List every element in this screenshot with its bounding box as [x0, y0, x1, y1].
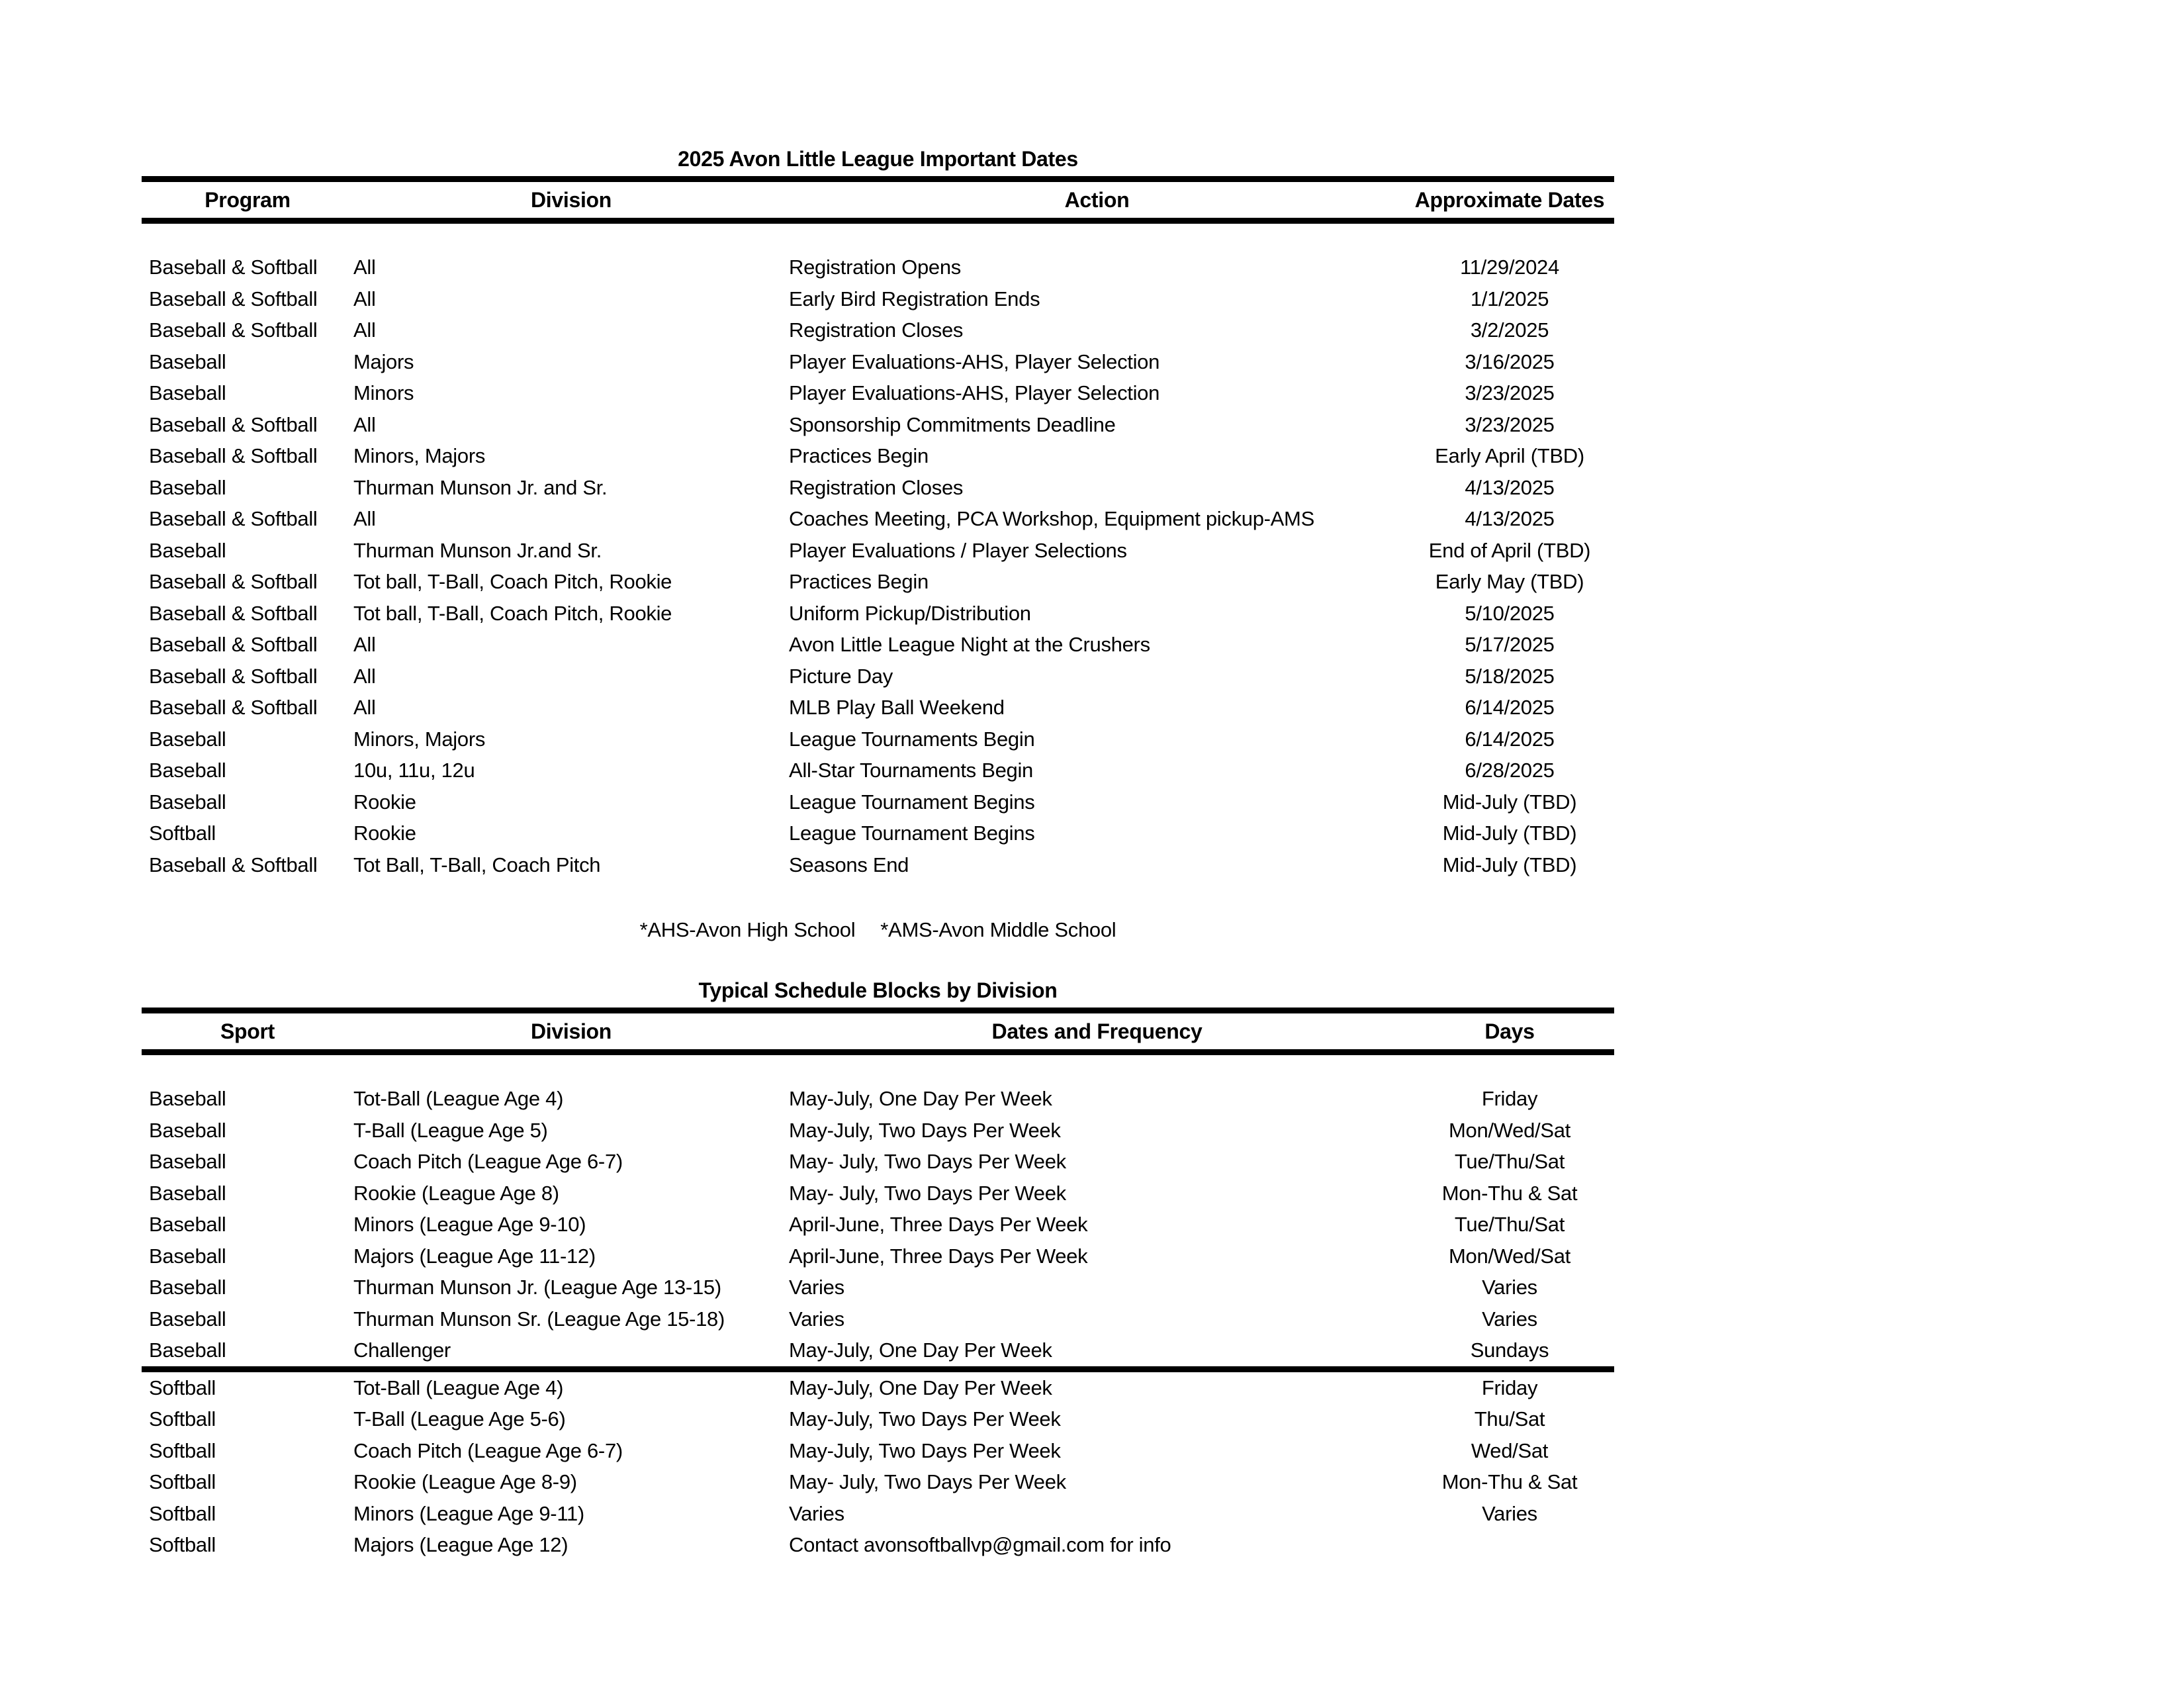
table-cell: Challenger: [353, 1338, 451, 1362]
important-dates-header-row: [142, 179, 1614, 221]
table-row: [142, 1466, 1614, 1498]
table-cell: Player Evaluations / Player Selections: [789, 538, 1127, 562]
table-cell: Baseball & Softball: [149, 570, 318, 593]
column-header-approximate-dates: Approximate Dates: [1405, 179, 1614, 221]
table-cell: May-July, One Day Per Week: [789, 1338, 1052, 1362]
schedule-blocks-rows: [142, 1053, 1614, 1561]
table-cell: All: [353, 664, 376, 688]
table-cell: 3/16/2025: [1465, 350, 1555, 373]
table-cell: 6/14/2025: [1465, 696, 1555, 719]
table-cell: Picture Day: [789, 664, 893, 688]
table-cell: Tue/Thu/Sat: [1454, 1213, 1565, 1236]
table-cell: Friday: [1405, 1369, 1614, 1403]
table-row: [142, 1498, 1614, 1530]
table-cell: Baseball & Softball: [149, 412, 318, 436]
table-cell: Friday: [1481, 1087, 1538, 1110]
table-cell: 5/18/2025: [1465, 664, 1555, 688]
footnote-ams: *AMS-Avon Middle School: [880, 918, 1116, 941]
table-cell: 5/17/2025: [1465, 633, 1555, 656]
table-cell: Baseball: [149, 1244, 226, 1268]
table-cell: Mid-July (TBD): [1442, 821, 1577, 845]
table-cell: Registration Opens: [789, 256, 961, 279]
table-cell: Baseball & Softball: [149, 507, 318, 530]
table-cell: Baseball: [149, 475, 226, 499]
table-cell: May-July, One Day Per Week: [789, 1087, 1052, 1110]
table-cell: Baseball: [149, 350, 226, 373]
table-cell: May-July, Two Days Per Week: [789, 1118, 1061, 1142]
important-dates-title: 2025 Avon Little League Important Dates: [678, 147, 1078, 171]
table-cell: Baseball: [149, 727, 226, 751]
column-header-division: Division: [353, 179, 789, 221]
table-row: [142, 724, 1614, 755]
table-row: [142, 818, 1614, 849]
table-row: [142, 440, 1614, 472]
table-cell: Mon/Wed/Sat: [1449, 1118, 1570, 1142]
table-cell: Baseball & Softball: [149, 696, 318, 719]
table-cell: Softball: [149, 1501, 216, 1525]
table-cell: Player Evaluations-AHS, Player Selection: [789, 381, 1160, 404]
table-cell: Practices Begin: [789, 444, 929, 467]
table-cell: Softball: [142, 1369, 353, 1403]
table-cell: 4/13/2025: [1465, 475, 1555, 499]
table-row: [142, 314, 1614, 346]
footnote-ahs: *AHS-Avon High School: [639, 918, 856, 941]
table-cell: All: [353, 412, 376, 436]
table-cell: Baseball & Softball: [149, 633, 318, 656]
table-cell: Baseball & Softball: [149, 601, 318, 625]
table-cell: League Tournaments Begin: [789, 727, 1035, 751]
table-cell: Baseball & Softball: [149, 853, 318, 876]
table-cell: Baseball: [149, 1118, 226, 1142]
table-cell: League Tournament Begins: [789, 790, 1035, 814]
table-cell: [1405, 1529, 1614, 1561]
table-cell: Registration Closes: [789, 475, 964, 499]
table-row: [142, 1369, 1614, 1403]
table-cell: Majors (League Age 11-12): [353, 1244, 596, 1268]
table-cell: May- July, Two Days Per Week: [789, 1470, 1066, 1493]
column-header-sport: Sport: [142, 1011, 353, 1053]
table-row: [142, 1209, 1614, 1241]
table-cell: Mid-July (TBD): [1442, 790, 1577, 814]
table-cell: Baseball & Softball: [149, 256, 318, 279]
table-cell: Varies: [1482, 1276, 1537, 1299]
table-cell: Mon/Wed/Sat: [1449, 1244, 1570, 1268]
table-cell: May-July, One Day Per Week: [789, 1369, 1405, 1403]
schedule-blocks-header-row: [142, 1011, 1614, 1053]
schedule-blocks-title: Typical Schedule Blocks by Division: [698, 978, 1058, 1002]
table-cell: All: [353, 256, 376, 279]
table-cell: Contact avonsoftballvp@gmail.com for info: [789, 1533, 1171, 1556]
table-cell: Rookie (League Age 8-9): [353, 1470, 577, 1493]
table-row: [142, 661, 1614, 692]
table-row: [142, 1241, 1614, 1272]
important-dates-table: [142, 176, 1614, 880]
table-cell: T-Ball (League Age 5): [353, 1118, 548, 1142]
table-cell: Rookie (League Age 8): [353, 1181, 559, 1205]
column-header-division: Division: [353, 1011, 789, 1053]
table-cell: Baseball: [149, 790, 226, 814]
table-cell: Baseball: [149, 1276, 226, 1299]
footnote: [142, 918, 1614, 942]
table-cell: Coach Pitch (League Age 6-7): [353, 1438, 623, 1462]
table-row: [142, 566, 1614, 598]
table-cell: 3/2/2025: [1470, 318, 1549, 342]
table-cell: May-July, Two Days Per Week: [789, 1407, 1061, 1430]
table-cell: League Tournament Begins: [789, 821, 1035, 845]
table-cell: Rookie: [353, 790, 416, 814]
table-cell: Varies: [1482, 1501, 1537, 1525]
table-cell: Wed/Sat: [1471, 1438, 1549, 1462]
table-cell: Minors (League Age 9-11): [353, 1501, 584, 1525]
table-cell: April-June, Three Days Per Week: [789, 1213, 1088, 1236]
table-cell: Baseball & Softball: [149, 318, 318, 342]
table-cell: Softball: [149, 1470, 216, 1493]
table-cell: Tot ball, T-Ball, Coach Pitch, Rookie: [353, 601, 672, 625]
table-cell: Baseball: [149, 759, 226, 782]
table-cell: Thurman Munson Sr. (League Age 15-18): [353, 1307, 725, 1331]
table-row: [142, 692, 1614, 724]
table-cell: Tot Ball, T-Ball, Coach Pitch: [353, 853, 601, 876]
table-cell: Baseball: [149, 1087, 226, 1110]
table-cell: Majors: [353, 350, 414, 373]
table-cell: Baseball: [149, 538, 226, 562]
important-dates-rows: [142, 221, 1614, 881]
table-row: [142, 409, 1614, 441]
table-cell: 1/1/2025: [1470, 287, 1549, 310]
table-cell: Minors (League Age 9-10): [353, 1213, 586, 1236]
table-cell: 3/23/2025: [1465, 381, 1555, 404]
table-cell: Minors: [353, 381, 414, 404]
table-row: [142, 1435, 1614, 1467]
table-cell: Baseball & Softball: [149, 444, 318, 467]
table-cell: End of April (TBD): [1428, 538, 1591, 562]
schedule-blocks-table: [142, 1008, 1614, 1561]
table-cell: 6/14/2025: [1465, 727, 1555, 751]
table-row: [142, 1178, 1614, 1209]
table-row: [142, 283, 1614, 315]
table-cell: 3/23/2025: [1465, 412, 1555, 436]
table-cell: Tue/Thu/Sat: [1454, 1150, 1565, 1173]
table-cell: Sundays: [1470, 1338, 1549, 1362]
table-cell: Mon-Thu & Sat: [1441, 1181, 1578, 1205]
table-cell: All: [353, 318, 376, 342]
table-cell: Uniform Pickup/Distribution: [789, 601, 1031, 625]
table-cell: All: [353, 696, 376, 719]
table-cell: Softball: [149, 1407, 216, 1430]
table-cell: Sponsorship Commitments Deadline: [789, 412, 1116, 436]
table-cell: MLB Play Ball Weekend: [789, 696, 1005, 719]
table-cell: Coaches Meeting, PCA Workshop, Equipment pickup-AMS: [789, 507, 1314, 530]
table-cell: Early May (TBD): [1435, 570, 1584, 593]
table-row: [142, 1053, 1614, 1115]
table-row: [142, 755, 1614, 786]
table-cell: 4/13/2025: [1465, 507, 1555, 530]
table-cell: Varies: [789, 1276, 844, 1299]
table-row: [142, 535, 1614, 567]
table-cell: May- July, Two Days Per Week: [789, 1150, 1066, 1173]
table-cell: All: [353, 287, 376, 310]
table-row: [142, 1335, 1614, 1369]
table-cell: Softball: [149, 1438, 216, 1462]
table-cell: Softball: [149, 1533, 216, 1556]
table-cell: Thu/Sat: [1474, 1407, 1545, 1430]
table-row: [142, 472, 1614, 504]
table-row: [142, 503, 1614, 535]
table-cell: All-Star Tournaments Begin: [789, 759, 1033, 782]
table-cell: 6/28/2025: [1465, 759, 1555, 782]
table-cell: Early April (TBD): [1435, 444, 1584, 467]
table-cell: 10u, 11u, 12u: [353, 759, 475, 782]
table-cell: Coach Pitch (League Age 6-7): [353, 1150, 623, 1173]
table-cell: Mon-Thu & Sat: [1441, 1470, 1578, 1493]
table-cell: Varies: [789, 1307, 844, 1331]
table-cell: All: [353, 633, 376, 656]
table-cell: Tot ball, T-Ball, Coach Pitch, Rookie: [353, 570, 672, 593]
column-header-program: Program: [142, 179, 353, 221]
table-row: [142, 849, 1614, 881]
table-row: [142, 221, 1614, 283]
table-cell: Rookie: [353, 821, 416, 845]
table-cell: Tot-Ball (League Age 4): [353, 1369, 789, 1403]
table-cell: May- July, Two Days Per Week: [789, 1181, 1066, 1205]
table-cell: Mid-July (TBD): [1442, 853, 1577, 876]
table-cell: Thurman Munson Jr. (League Age 13-15): [353, 1276, 721, 1299]
table-cell: 5/10/2025: [1465, 601, 1555, 625]
table-cell: Tot-Ball (League Age 4): [353, 1087, 564, 1110]
table-cell: Baseball & Softball: [149, 664, 318, 688]
column-header-action: Action: [789, 179, 1405, 221]
table-cell: Varies: [789, 1501, 844, 1525]
document-body: [142, 147, 1614, 1561]
table-row: [142, 377, 1614, 409]
table-cell: Varies: [1482, 1307, 1537, 1331]
table-cell: 11/29/2024: [1460, 256, 1559, 279]
table-row: [142, 1303, 1614, 1335]
table-row: [142, 786, 1614, 818]
table-row: [142, 1403, 1614, 1435]
table-cell: May-July, Two Days Per Week: [789, 1438, 1061, 1462]
table-cell: Practices Begin: [789, 570, 929, 593]
table-row: [142, 629, 1614, 661]
table-cell: Thurman Munson Jr. and Sr.: [353, 475, 608, 499]
table-cell: Baseball: [149, 1213, 226, 1236]
table-row: [142, 598, 1614, 630]
table-cell: Seasons End: [789, 853, 909, 876]
table-cell: Baseball: [149, 1181, 226, 1205]
table-cell: All: [353, 507, 376, 530]
table-row: [142, 1115, 1614, 1147]
table-cell: Baseball: [149, 381, 226, 404]
table-cell: Thurman Munson Jr.and Sr.: [353, 538, 602, 562]
table-cell: Early Bird Registration Ends: [789, 287, 1040, 310]
table-row: [142, 1146, 1614, 1178]
table-cell: Minors, Majors: [353, 444, 486, 467]
table-cell: Baseball: [149, 1307, 226, 1331]
table-cell: Softball: [149, 821, 216, 845]
table-row: [142, 1272, 1614, 1303]
table-cell: Baseball: [149, 1338, 226, 1362]
table-cell: Majors (League Age 12): [353, 1533, 569, 1556]
column-header-dates-and-frequency: Dates and Frequency: [789, 1011, 1405, 1053]
column-header-days: Days: [1405, 1011, 1614, 1053]
table-row: [142, 1529, 1614, 1561]
table-cell: Avon Little League Night at the Crushers: [789, 633, 1150, 656]
table-cell: Baseball: [149, 1150, 226, 1173]
table-cell: T-Ball (League Age 5-6): [353, 1407, 566, 1430]
table-cell: Player Evaluations-AHS, Player Selection: [789, 350, 1160, 373]
table-cell: Baseball & Softball: [149, 287, 318, 310]
table-cell: April-June, Three Days Per Week: [789, 1244, 1088, 1268]
table-cell: Registration Closes: [789, 318, 964, 342]
table-row: [142, 346, 1614, 378]
table-cell: Minors, Majors: [353, 727, 486, 751]
